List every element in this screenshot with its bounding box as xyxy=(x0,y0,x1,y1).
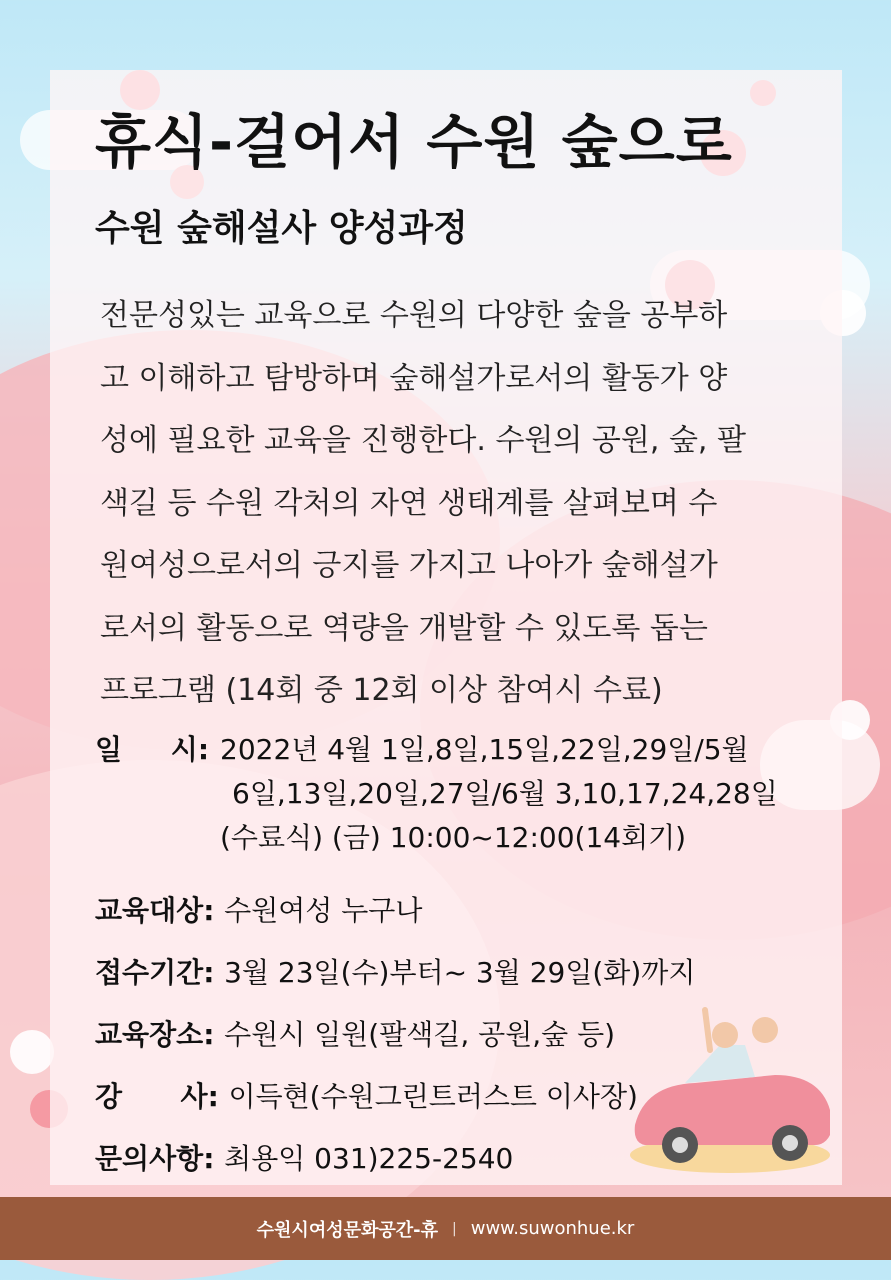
description-line: 성에 필요한 교육을 진행한다. 수원의 공원, 숲, 팔 xyxy=(100,423,746,458)
schedule-section xyxy=(95,728,835,860)
footer-separator: | xyxy=(452,1220,457,1237)
info-row-instructor xyxy=(95,1066,695,1128)
info-row-location xyxy=(95,1004,695,1066)
info-row-target xyxy=(95,880,695,942)
footer-bar xyxy=(0,1197,891,1260)
description-line: 전문성있는 교육으로 수원의 다양한 숲을 공부하 xyxy=(100,298,728,333)
info-section xyxy=(95,880,695,1190)
info-label: 교육장소: xyxy=(95,1018,225,1051)
schedule-line: (수료식) (금) 10:00~12:00(14회기) xyxy=(220,821,687,854)
info-value: 3월 23일(수)부터~ 3월 29일(화)까지 xyxy=(224,956,696,989)
info-row-period xyxy=(95,942,695,1004)
info-value: 수원여성 누구나 xyxy=(224,894,423,927)
info-label: 접수기간: xyxy=(95,956,225,989)
description-line: 프로그램 (14회 중 12회 이상 참여시 수료) xyxy=(100,673,663,708)
info-value: 수원시 일원(팔색길, 공원,숲 등) xyxy=(224,1018,616,1051)
description-line: 로서의 활동으로 역량을 개발할 수 있도록 돕는 xyxy=(100,610,708,646)
poster-title: 휴식-걸어서 수원 숲으로 xyxy=(95,108,733,176)
schedule-label: 일 시: xyxy=(95,733,210,766)
description-line: 원여성으로서의 긍지를 가지고 나아가 숲해설가 xyxy=(100,548,718,583)
program-description xyxy=(100,285,830,723)
description-line: 색길 등 수원 각처의 자연 생태계를 살펴보며 수 xyxy=(100,485,718,521)
poster-subtitle: 수원 숲해설사 양성과정 xyxy=(95,208,468,249)
info-label: 교육대상: xyxy=(95,894,225,927)
car-illustration xyxy=(625,1005,835,1175)
white-blossom-icon xyxy=(10,1030,54,1074)
footer-organization: 수원시여성문화공간-휴 xyxy=(256,1219,439,1241)
info-row-contact xyxy=(95,1128,695,1190)
info-label: 문의사항: xyxy=(95,1142,225,1175)
schedule-line: 2022년 4월 1일,8일,15일,22일,29일/5월 xyxy=(220,733,749,766)
info-label: 강 사: xyxy=(95,1080,229,1113)
info-value: 최용익 031)225-2540 xyxy=(224,1142,514,1175)
info-value: 이득현(수원그린트러스트 이사장) xyxy=(228,1080,638,1113)
footer-url-link[interactable]: www.suwonhue.kr xyxy=(470,1218,635,1239)
description-line: 고 이해하고 탐방하며 숲해설가로서의 활동가 양 xyxy=(100,360,728,396)
schedule-line: 6일,13일,20일,27일/6월 3,10,17,24,28일 xyxy=(232,777,778,810)
